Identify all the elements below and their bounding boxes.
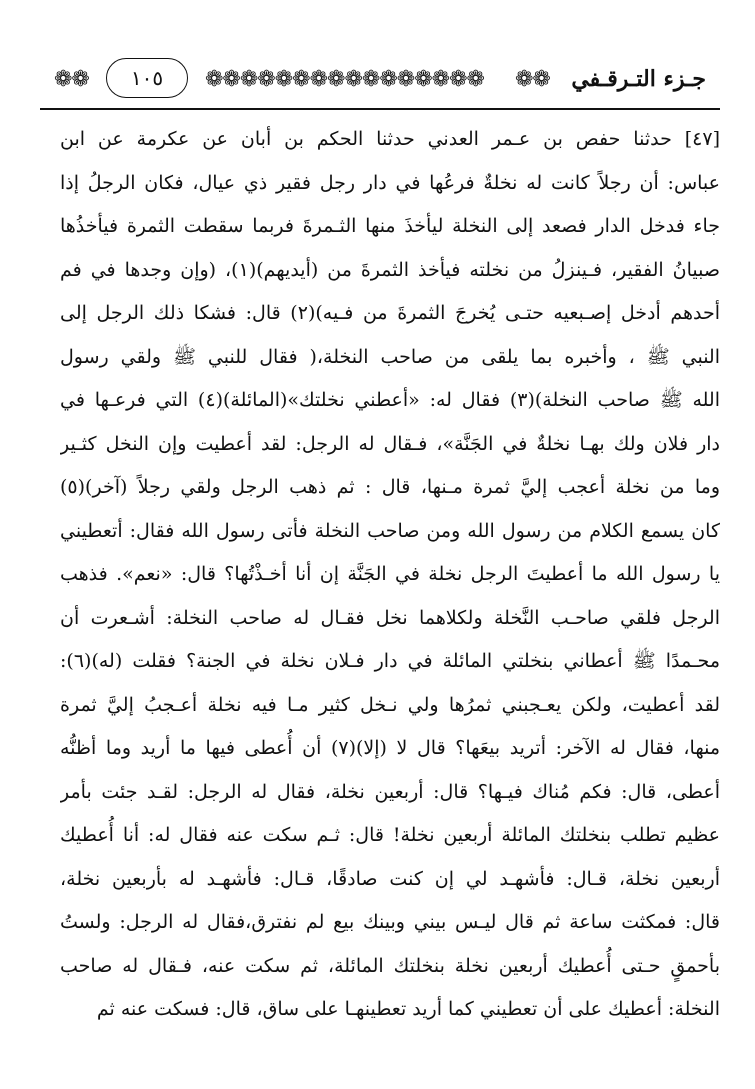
text-line: أربعين نخلة، قـال: فأشهـد لي إن كنت صادقًا، قـال: فأشهـد له بأربعين نخلة،	[60, 867, 720, 890]
text-line: بأحمقٍ حـتى أُعطيك أربعين نخلة بنخلتك المائلة، ثم سكت عنه، فـقال له صاحب	[60, 954, 720, 977]
text-line: النخلة: أعطيك على أن تعطيني كما أريد تعطينهـا على ساق، قال: فسكت عنه ثم	[96, 998, 720, 1020]
text-line: الله ﷺ صاحب النخلة)(٣) فقال له: «أعطني نخلتك»(المائلة)(٤) التي فرعـها في	[60, 389, 720, 411]
text-line: صبيانُ الفقير، فـينزلُ من نخلته فيأخذ الثمرةَ من (أيديهم)(١)، (وإن وجدها في فم	[60, 258, 720, 281]
running-title: جـزء التـرقـفي	[571, 66, 706, 92]
text-line: الرجل فلقي صاحـب النَّخلة ولكلاهما نخل فقـال له صاحب النخلة: أشـعرت أن	[60, 606, 720, 629]
text-line: لقد أعطيت، ولكن يعـجبني ثمرُها ولي نـخل كثير مـا فيه نخلة أعـجبُ إليَّ ثمرة	[60, 693, 720, 716]
header-divider	[40, 108, 720, 110]
text-line: عظيم تطلب بنخلتك المائلة أربعين نخلة! قال: ثـم سكت عنه فقال له: أنا أُعطيك	[60, 824, 720, 846]
text-line: عباس: أن رجلاً كانت له نخلةٌ فرعُها في دار رجل فقير ذي عيال، فكان الرجلُ إذا	[60, 171, 720, 194]
text-line: كان يسمع الكلام من رسول الله ومن صاحب النخلة فأتى رسول الله فقال: أتعطيني	[60, 519, 720, 542]
text-line: أعطى، قال: فكم مُناك فيـها؟ قال: أربعين نخلة، فقال له الرجل: لقـد جئت بأمر	[60, 780, 720, 803]
text-line: [٤٧] حدثنا حفص بن عـمر العدني حدثنا الحكم بن أبان عن عكرمة عن ابن	[60, 128, 720, 150]
text-line: جاء فدخل الدار فصعد إلى النخلة ليأخذَ منها الثـمرةَ فربما سقطت الثمرة فيأخذُها	[60, 215, 720, 237]
ornament-left-icon: ❁❁	[54, 66, 89, 92]
text-line: يا رسول الله ما أعطيتَ الرجل نخلة في الجَنَّة إن أنا أخـذْتُها؟ قال: «نعم». فذهب	[60, 563, 720, 585]
text-line: أحدهم أدخل إصـبعيه حتـى يُخرجَ الثمرةَ من فـيه)(٢) قال: فشكا ذلك الرجل إلى	[60, 302, 720, 324]
ornament-right-icon: ❁❁	[515, 66, 550, 92]
ornament-border-icon: ❁❁❁❁❁❁❁❁❁❁❁❁❁❁❁❁	[205, 66, 484, 92]
text-line: محـمدًا ﷺ أعطاني بنخلتي المائلة في دار فـلان نخلة في الجنة؟ فقلت (له)(٦):	[60, 650, 720, 672]
text-line: منها، فقال له الآخر: أتريد بيعَها؟ قال لا (إلا)(٧) أن أُعطى فيها ما أريد وما أظنُّه	[60, 737, 720, 759]
main-text	[60, 118, 720, 1078]
text-line: وما من نخلة أعجب إليَّ ثمرة مـنها، قال : ثم ذهب الرجل ولقي رجلاً (آخر)(٥)	[60, 476, 720, 498]
text-line: دار فلان ولك بهـا نخلةٌ في الجَنَّة»، فـقال له الرجل: لقد أعطيت وإن النخل كثـير	[60, 432, 720, 455]
text-line: قال: فمكثت ساعة ثم قال ليـس بيني وبينك بيع لم نفترق،فقال له الرجل: ولستُ	[60, 911, 720, 933]
text-line: النبي ﷺ ، وأخبره بما يلقى من صاحب النخلة،( فقال للنبي ﷺ ولقي رسول	[60, 345, 720, 368]
page-header	[40, 52, 720, 112]
page-number: ١٠٥	[106, 58, 188, 98]
